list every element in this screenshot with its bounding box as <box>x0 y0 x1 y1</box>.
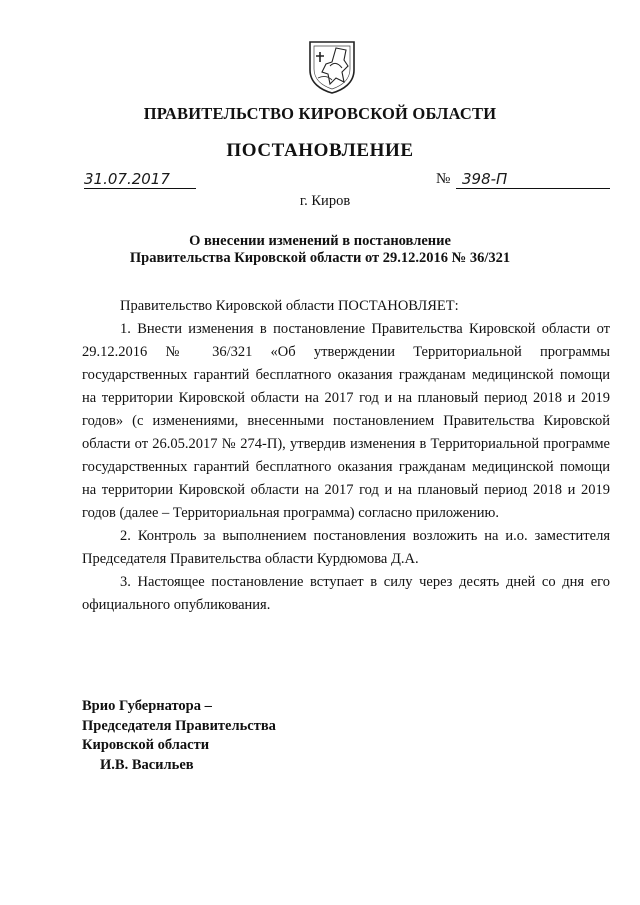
kirov-region-coat-of-arms-icon <box>306 38 358 94</box>
document-body <box>82 295 610 617</box>
city: г. Киров <box>299 193 351 209</box>
signature-block <box>82 697 382 775</box>
document-number <box>436 170 610 190</box>
document-subject <box>0 233 640 267</box>
subject-line-1: О внесении изменений в постановление <box>189 233 451 249</box>
resolution-item-1: 1. Внести изменения в постановление Правительства Кировской области от 29.12.2016 № 36/321 «Об утверждении Территориальной программы государственных гарантий бесплатного оказания гражданам медицинской помощи на территории Кировской области на 2017 год и на плановый период 2018 и 2019 годов» (с изменениями, внесенными постановлением Правительства Кировской области от 26.05.2017 № 274-П), утвердив изменения в Территориальной программе государственных гарантий бесплатного оказания гражданам медицинской помощи на территории Кировской области на 2017 год и на плановый период 2018 и 2019 годов (далее – Территориальная программа) согласно приложению. <box>82 321 610 521</box>
government-title: ПРАВИТЕЛЬСТВО КИРОВСКОЙ ОБЛАСТИ <box>143 104 497 123</box>
signer-region: Кировской области <box>82 737 210 753</box>
signer-title-2: Председателя Правительства <box>82 717 276 734</box>
document-type: ПОСТАНОВЛЕНИЕ <box>226 140 414 161</box>
document-date: 31.07.2017 <box>84 170 196 189</box>
number-value: 398-П <box>462 170 508 188</box>
signer-title-1: Врио Губернатора – <box>82 698 212 714</box>
subject-line-2: Правительства Кировской области от 29.12.2016 № 36/321 <box>129 250 511 266</box>
number-sign: № <box>436 171 451 187</box>
signer-title-3 <box>82 736 382 775</box>
signer-name: И.В. Васильев <box>100 756 194 773</box>
resolution-intro: Правительство Кировской области ПОСТАНОВЛЯЕТ: <box>120 298 459 314</box>
resolution-item-3: 3. Настоящее постановление вступает в силу через десять дней со дня его официального опубликования. <box>82 574 610 613</box>
resolution-item-2: 2. Контроль за выполнением постановления возложить на и.о. заместителя Председателя Правительства области Курдюмова Д.А. <box>82 528 610 567</box>
